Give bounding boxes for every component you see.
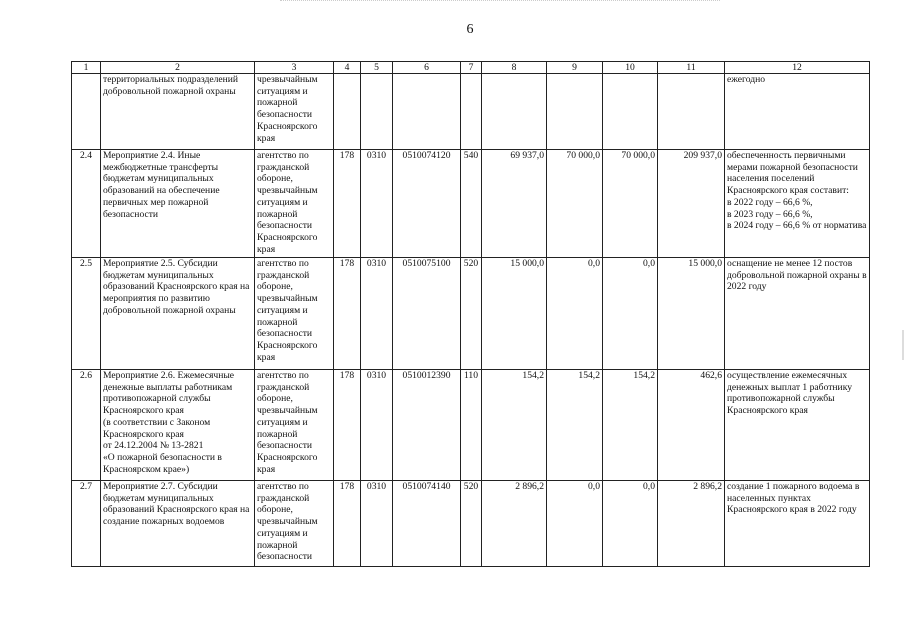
header-col-3: 3	[255, 62, 334, 74]
table-row-2-4	[72, 150, 870, 258]
cell-total	[658, 74, 725, 150]
cell-vr: 540	[461, 150, 482, 258]
table-row-2-6	[72, 370, 870, 481]
cell-csr: 0510074120	[393, 150, 461, 258]
cell-total: 209 937,0	[658, 150, 725, 258]
table-row-2-7	[72, 481, 870, 567]
cell-2024: 0,0	[603, 481, 658, 567]
cell-executor: чрезвычайным ситуациям и пожарной безопасности Красноярского края	[255, 74, 334, 150]
header-col-5: 5	[361, 62, 393, 74]
cell-2023: 70 000,0	[547, 150, 603, 258]
cell-total: 2 896,2	[658, 481, 725, 567]
cell-2022: 154,2	[482, 370, 547, 481]
header-col-9: 9	[547, 62, 603, 74]
cell-2024	[603, 74, 658, 150]
cell-rzpr: 0310	[361, 150, 393, 258]
cell-num: 2.7	[72, 481, 101, 567]
cell-csr: 0510074140	[393, 481, 461, 567]
header-col-4: 4	[334, 62, 361, 74]
table-row-continuation	[72, 74, 870, 150]
cell-activity-name: Мероприятие 2.7. Субсидии бюджетам муниципальных образований Красноярского края на создание пожарных водоемов	[101, 481, 255, 567]
cell-grbs: 178	[334, 370, 361, 481]
cell-result: осуществление ежемесячных денежных выплат 1 работнику противопожарной службы Красноярского края	[725, 370, 870, 481]
cell-rzpr: 0310	[361, 481, 393, 567]
cell-grbs: 178	[334, 258, 361, 370]
cell-csr	[393, 74, 461, 150]
cell-result: оснащение не менее 12 постов добровольной пожарной охраны в 2022 году	[725, 258, 870, 370]
cell-csr: 0510012390	[393, 370, 461, 481]
cell-rzpr: 0310	[361, 258, 393, 370]
cell-result: создание 1 пожарного водоема в населенных пунктах Красноярского края в 2022 году	[725, 481, 870, 567]
cell-executor: агентство по гражданской обороне, чрезвычайным ситуациям и пожарной безопасности	[255, 481, 334, 567]
header-col-7: 7	[461, 62, 482, 74]
cell-grbs: 178	[334, 481, 361, 567]
cell-rzpr	[361, 74, 393, 150]
header-col-2: 2	[101, 62, 255, 74]
cell-grbs: 178	[334, 150, 361, 258]
cell-2024: 154,2	[603, 370, 658, 481]
cell-2023: 154,2	[547, 370, 603, 481]
cell-vr: 110	[461, 370, 482, 481]
cell-2024: 70 000,0	[603, 150, 658, 258]
cell-executor: агентство по гражданской обороне, чрезвычайным ситуациям и пожарной безопасности Красноярского края	[255, 370, 334, 481]
cell-2023: 0,0	[547, 481, 603, 567]
table-header-row	[72, 62, 870, 74]
cell-num: 2.5	[72, 258, 101, 370]
table-row-2-5	[72, 258, 870, 370]
cell-2022: 69 937,0	[482, 150, 547, 258]
header-col-12: 12	[725, 62, 870, 74]
cell-rzpr: 0310	[361, 370, 393, 481]
cell-result: ежегодно	[725, 74, 870, 150]
cell-2024: 0,0	[603, 258, 658, 370]
program-activities-table	[71, 61, 870, 567]
header-col-10: 10	[603, 62, 658, 74]
cell-activity-name: Мероприятие 2.4. Иные межбюджетные трансферты бюджетам муниципальных образований на обеспечение первичных мер пожарной безопасности	[101, 150, 255, 258]
cell-2022	[482, 74, 547, 150]
header-col-11: 11	[658, 62, 725, 74]
cell-activity-name: Мероприятие 2.5. Субсидии бюджетам муниципальных образований Красноярского края на мероприятия по развитию добровольной пожарной охраны	[101, 258, 255, 370]
cell-num: 2.6	[72, 370, 101, 481]
cell-csr: 0510075100	[393, 258, 461, 370]
cell-total: 462,6	[658, 370, 725, 481]
cell-total: 15 000,0	[658, 258, 725, 370]
header-col-6: 6	[393, 62, 461, 74]
cell-2023	[547, 74, 603, 150]
scan-artifact-top	[280, 0, 720, 2]
cell-grbs	[334, 74, 361, 150]
cell-2022: 15 000,0	[482, 258, 547, 370]
cell-2023: 0,0	[547, 258, 603, 370]
cell-activity-name: территориальных подразделений добровольной пожарной охраны	[101, 74, 255, 150]
cell-executor: агентство по гражданской обороне, чрезвычайным ситуациям и пожарной безопасности Красноярского края	[255, 150, 334, 258]
cell-vr	[461, 74, 482, 150]
cell-executor: агентство по гражданской обороне, чрезвычайным ситуациям и пожарной безопасности Красноярского края	[255, 258, 334, 370]
page-number: 6	[466, 22, 474, 37]
header-col-8: 8	[482, 62, 547, 74]
cell-result: обеспеченность первичными мерами пожарной безопасности населения поселений Красноярского края составит: в 2022 году – 66,6 %, в 2023 году – 66,6 %, в 2024 году – 66,6 % от норматива	[725, 150, 870, 258]
cell-vr: 520	[461, 481, 482, 567]
cell-num	[72, 74, 101, 150]
header-col-1: 1	[72, 62, 101, 74]
cell-vr: 520	[461, 258, 482, 370]
cell-activity-name: Мероприятие 2.6. Ежемесячные денежные выплаты работникам противопожарной службы Красноярского края (в соответствии с Законом Красноярского края от 24.12.2004 № 13-2821 «О пожарной безопасности в Красноярском крае»)	[101, 370, 255, 481]
cell-num: 2.4	[72, 150, 101, 258]
cell-2022: 2 896,2	[482, 481, 547, 567]
